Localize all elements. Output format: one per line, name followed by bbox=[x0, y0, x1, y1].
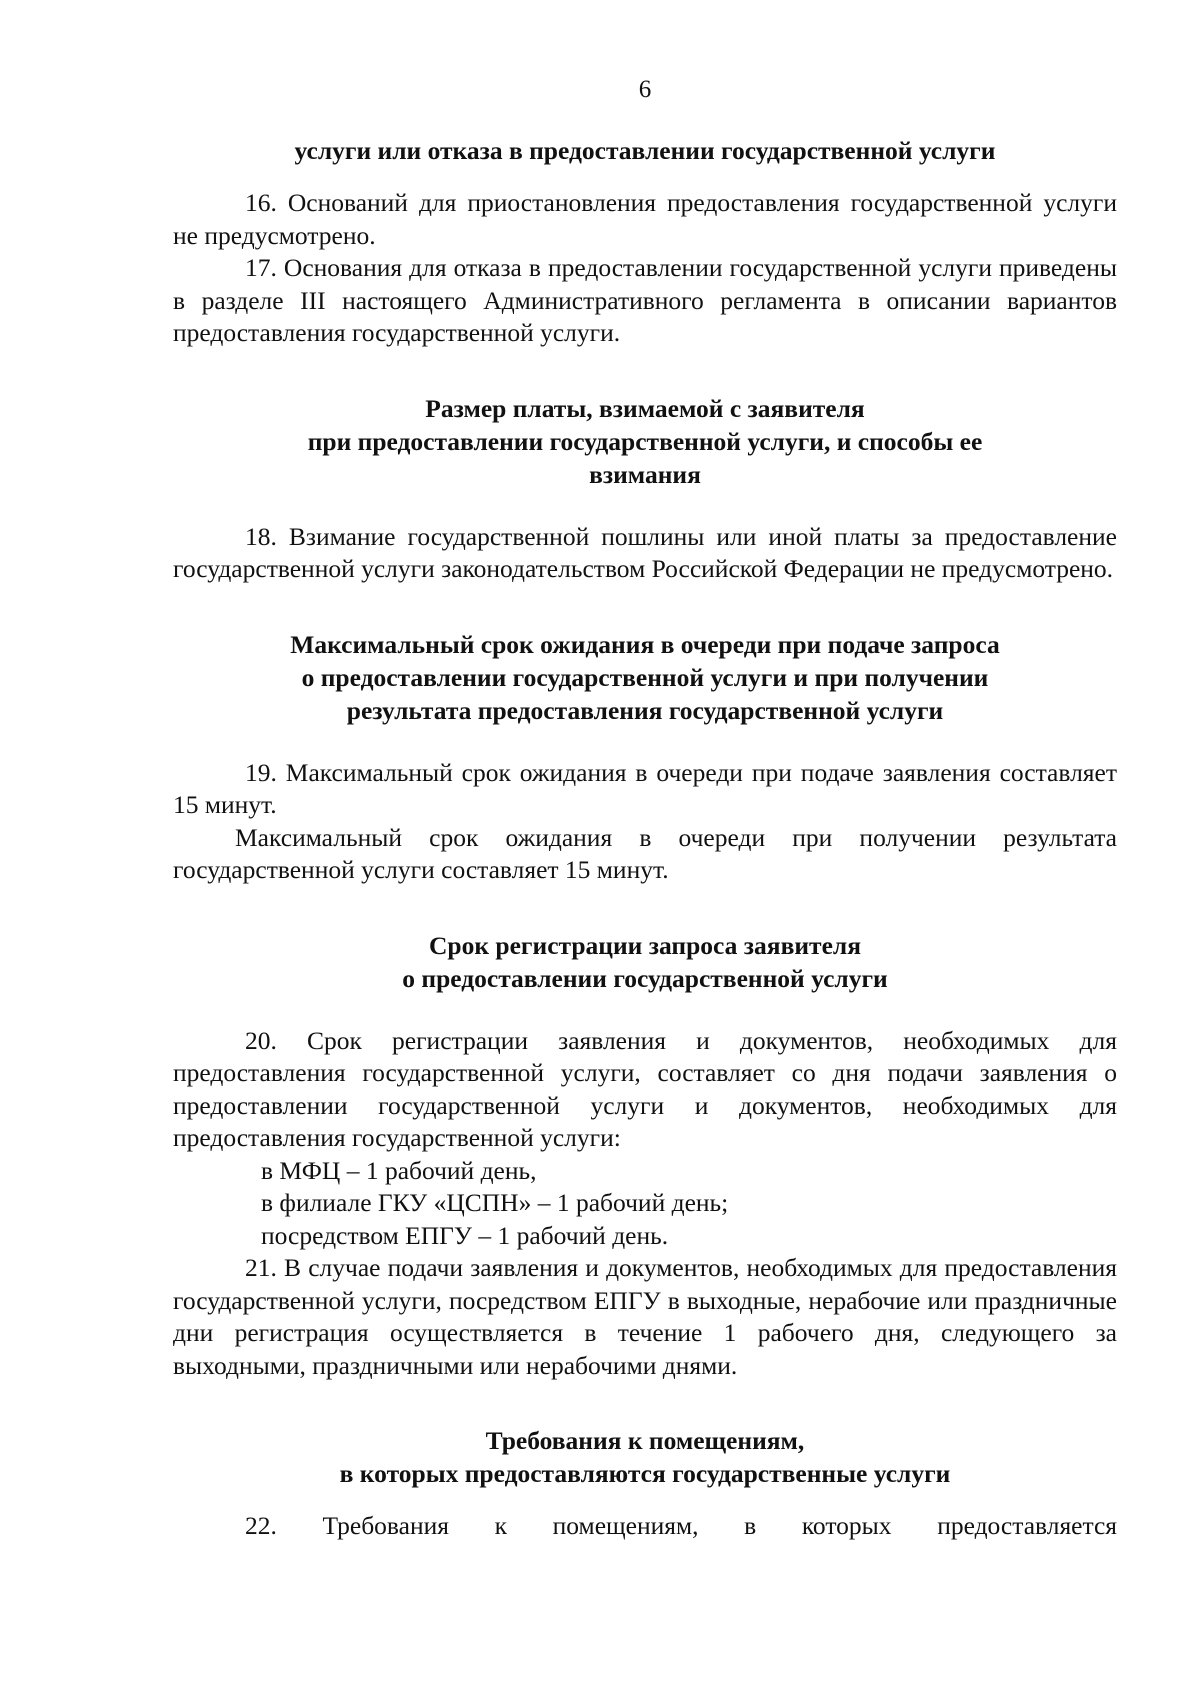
list-item: в МФЦ – 1 рабочий день, bbox=[261, 1155, 537, 1185]
section-heading-registration: Срок регистрации запроса заявителя о предоставлении государственной услуги bbox=[402, 930, 888, 993]
document-body bbox=[173, 134, 1117, 1543]
paragraph-21: 21. В случае подачи заявления и документов, необходимых для предоставления государственной услуги, посредством ЕПГУ в выходные, нерабочие или праздничные дни регистрация осуществляется в течение 1 рабочего дня, следующего за выходными, праздничными или нерабочими днями. bbox=[173, 1253, 1117, 1380]
paragraph-16: 16. Оснований для приостановления предоставления государственной услуги не предусмотрено. bbox=[173, 188, 1117, 250]
list-item: посредством ЕПГУ – 1 рабочий день. bbox=[261, 1220, 669, 1250]
section-heading-queue-time: Максимальный срок ожидания в очереди при подаче запроса о предоставлении государственной услуги и при получении результата предоставления государственной услуги bbox=[290, 629, 1000, 725]
paragraph-19: 19. Максимальный срок ожидания в очереди при подаче заявления составляет 15 минут. bbox=[173, 757, 1117, 819]
paragraph-18: 18. Взимание государственной пошлины или иной платы за предоставление государственной услуги законодательством Российской Федерации не предусмотрено. bbox=[173, 521, 1117, 583]
paragraph-20: 20. Срок регистрации заявления и документов, необходимых для предоставления государственной услуги, составляет со дня подачи заявления о предоставлении государственной услуги и документов, необходимых для предоставления государственной услуги: bbox=[173, 1025, 1117, 1152]
paragraph-17: 17. Основания для отказа в предоставлении государственной услуги приведены в разделе III настоящего Административного регламента в описании вариантов предоставления государственной услуги. bbox=[173, 253, 1117, 347]
section-heading-premises: Требования к помещениям, в которых предоставляются государственные услуги bbox=[339, 1426, 951, 1488]
section-heading-fee: Размер платы, взимаемой с заявителя при предоставлении государственной услуги, и способы ее взимания bbox=[307, 393, 983, 489]
paragraph-22: 22. Требования к помещениям, в которых предоставляется bbox=[245, 1511, 1117, 1540]
list-item: в филиале ГКУ «ЦСПН» – 1 рабочий день; bbox=[261, 1188, 729, 1217]
section-heading-continuation: услуги или отказа в предоставлении государственной услуги bbox=[294, 136, 996, 165]
page-number: 6 bbox=[638, 76, 652, 103]
paragraph-19-continued: Максимальный срок ожидания в очереди при получении результата государственной услуги составляет 15 минут. bbox=[173, 822, 1117, 884]
